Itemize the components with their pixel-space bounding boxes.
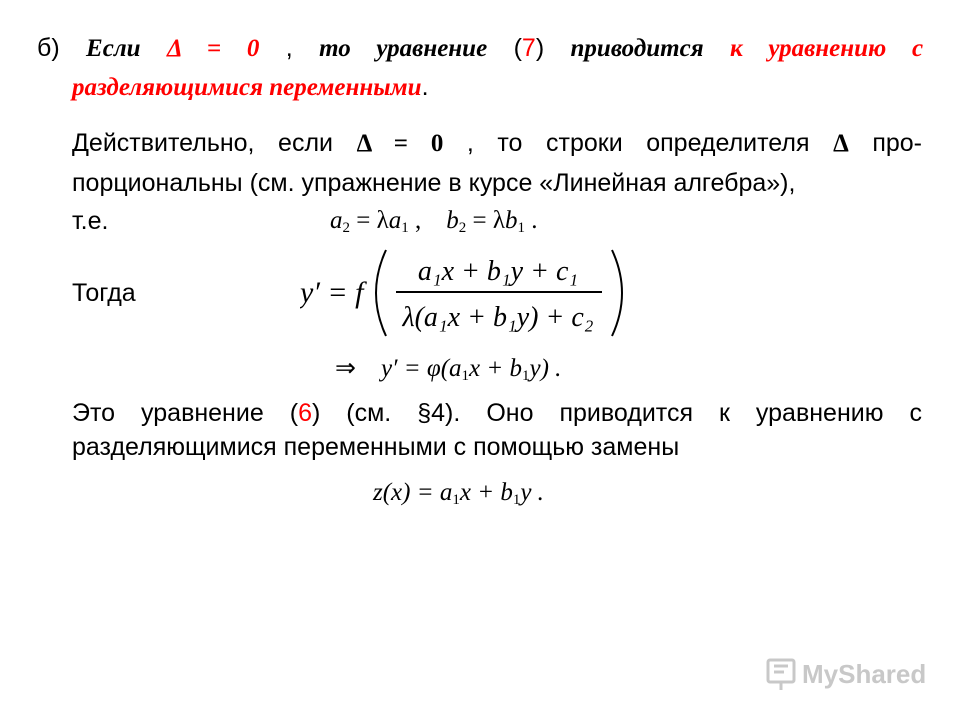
then-label: [72, 278, 136, 308]
conclusion-line1: [72, 398, 922, 428]
subst-b-sub: 1: [512, 492, 521, 508]
reduces-word: приводится: [570, 35, 704, 62]
period: .: [421, 73, 429, 101]
ie-text: т.е.: [72, 207, 109, 235]
a2-sub: 2: [342, 220, 350, 236]
substitution-formula: [373, 478, 544, 508]
subst-lhs: z(x) =: [373, 479, 440, 506]
equation-ref-number: 7: [521, 34, 536, 62]
a1-sub: 1: [401, 220, 409, 236]
red-text-line1: к уравнению с: [729, 35, 924, 62]
impl-a: a: [449, 355, 462, 382]
then-text: то уравнение: [319, 35, 488, 62]
right-paren: [612, 250, 622, 336]
subst-mid: x +: [459, 479, 501, 506]
comma: ,: [285, 34, 293, 62]
numerator: a₁x + b₁y + c₁: [417, 256, 579, 287]
watermark-text: MyShared: [802, 659, 927, 689]
relations-end: .: [524, 207, 538, 234]
indeed-mid: , то строки определителя: [466, 129, 810, 157]
eq1: = λ: [350, 207, 389, 234]
left-paren: [376, 250, 386, 336]
b2-sub: 2: [458, 220, 467, 236]
main-formula-lhs: y′ = f: [300, 276, 364, 309]
paragraph-b-line1: [37, 33, 923, 64]
a2: a: [330, 207, 343, 234]
subst-end: y .: [520, 479, 544, 506]
indeed-condition: Δ = 0: [356, 130, 444, 157]
indeed-delta: Δ: [833, 130, 849, 157]
b1-sub: 1: [517, 220, 525, 236]
indeed-line2-text: порциональны (см. упражнение в курсе «Линейная алгебра»),: [72, 169, 796, 197]
if-word: Если: [86, 35, 141, 62]
ie-label: [72, 206, 108, 236]
implies-arrow: ⇒: [335, 355, 356, 382]
equation-ref-6-number: 6: [298, 399, 312, 427]
conclusion-line2: [72, 432, 679, 462]
subst-a: a: [439, 479, 453, 506]
impl-b: b: [509, 355, 523, 382]
indeed-line2: [72, 168, 795, 198]
implication-lhs: y′ = φ(: [380, 355, 450, 382]
b2: b: [446, 207, 459, 234]
denominator: λ(a₁x + b₁y) + c₂: [402, 302, 594, 333]
equation-ref-7: (7): [513, 34, 545, 62]
main-formula: [300, 246, 630, 340]
impl-end: y) .: [529, 355, 562, 382]
implication-formula: [335, 354, 561, 384]
red-text-line2: разделяющимися переменными: [72, 74, 422, 101]
presentation-icon: [768, 660, 794, 690]
eq2: = λ: [466, 207, 505, 234]
impl-a-sub: 1: [461, 368, 470, 384]
item-marker: б): [37, 34, 60, 62]
delta-condition: Δ = 0: [166, 35, 260, 62]
impl-mid: x +: [469, 355, 510, 382]
indeed-line1: [72, 128, 922, 159]
a1: a: [388, 207, 402, 234]
watermark-logo: [762, 654, 932, 694]
impl-b-sub: 1: [522, 368, 530, 384]
conclusion-line2-text: разделяющимися переменными с помощью замены: [72, 433, 680, 461]
conclusion-end: (см. §4). Оно приводится к уравнению с: [346, 399, 922, 427]
sep: ,: [408, 207, 447, 234]
paragraph-b-line2: [72, 72, 429, 103]
conclusion-start: Это уравнение: [72, 399, 264, 427]
subst-a-sub: 1: [452, 492, 460, 508]
equation-ref-6: (6): [289, 399, 321, 427]
b1: b: [504, 207, 518, 234]
indeed-start: Действительно, если: [72, 129, 334, 157]
indeed-end: про-: [872, 129, 922, 157]
subst-b: b: [500, 479, 513, 506]
then-text: Тогда: [72, 279, 136, 307]
relations-formula: [330, 206, 537, 236]
